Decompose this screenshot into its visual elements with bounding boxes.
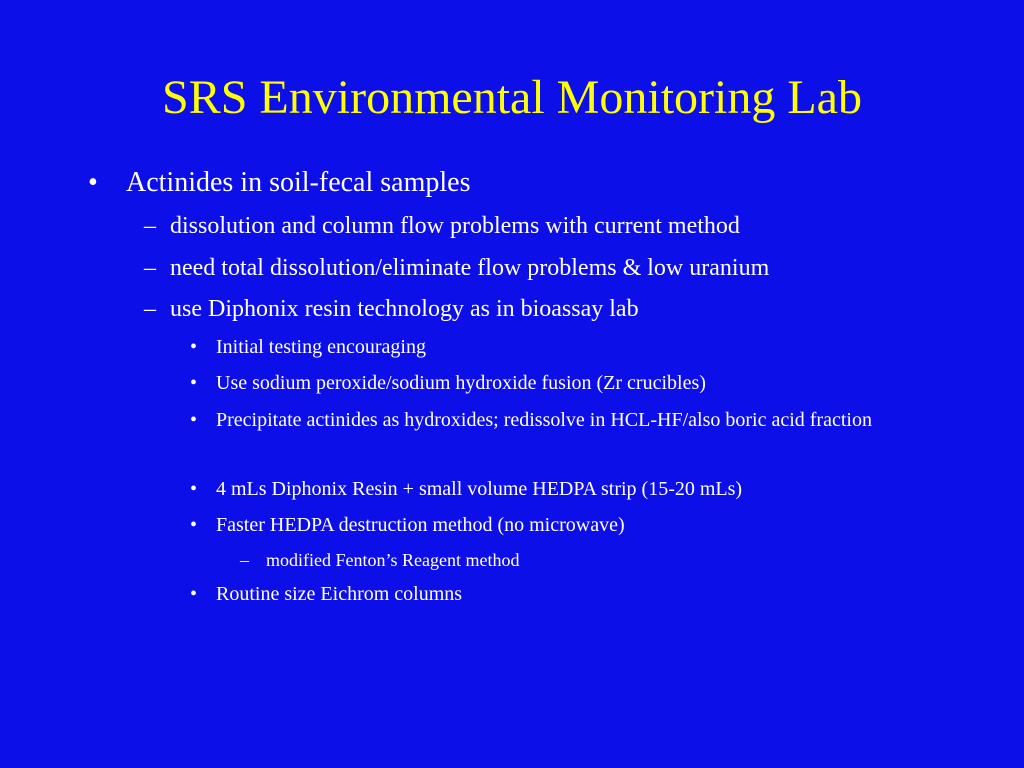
dash-marker: – [240,550,249,570]
point-diphonix-resin [190,476,936,502]
subpoint-fenton [240,548,519,572]
dash-marker: – [144,213,156,239]
bullet-marker: • [190,478,198,500]
bullet-marker: • [190,409,198,431]
bullet-marker: • [190,583,198,605]
dash-marker: – [144,255,156,281]
subbullet-text: need total dissolution/eliminate flow problems & low uranium [170,255,770,281]
point-hedpa-destruction [190,512,936,538]
bullet-text: Actinides in soil-fecal samples [126,167,471,198]
subbullet-total-dissolution [144,253,769,283]
subbullet-diphonix [144,294,639,324]
point-initial-testing [190,334,936,360]
point-text: Use sodium peroxide/sodium hydroxide fusion (Zr crucibles) [216,372,706,394]
point-text: Faster HEDPA destruction method (no microwave) [216,514,625,536]
subbullet-text: dissolution and column flow problems with current method [170,213,740,239]
point-sodium-peroxide [190,370,936,396]
bullet-actinides [88,166,470,200]
bullet-marker: • [190,336,198,358]
point-text: Initial testing encouraging [216,336,426,358]
slide-title: SRS Environmental Monitoring Lab [162,71,862,124]
point-eichrom-columns [190,581,936,607]
point-text: Precipitate actinides as hydroxides; redissolve in HCL-HF/also boric acid fraction [216,409,872,431]
point-text: Routine size Eichrom columns [216,583,463,605]
point-text: 4 mLs Diphonix Resin + small volume HEDPA strip (15-20 mLs) [216,478,743,500]
bullet-marker: • [190,372,198,394]
dash-marker: – [144,296,156,322]
subpoint-text: modified Fenton’s Reagent method [266,550,520,570]
point-precipitate [190,407,936,433]
subbullet-text: use Diphonix resin technology as in bioassay lab [170,296,639,322]
bullet-marker: • [88,167,98,198]
bullet-marker: • [190,514,198,536]
subbullet-dissolution [144,211,740,241]
